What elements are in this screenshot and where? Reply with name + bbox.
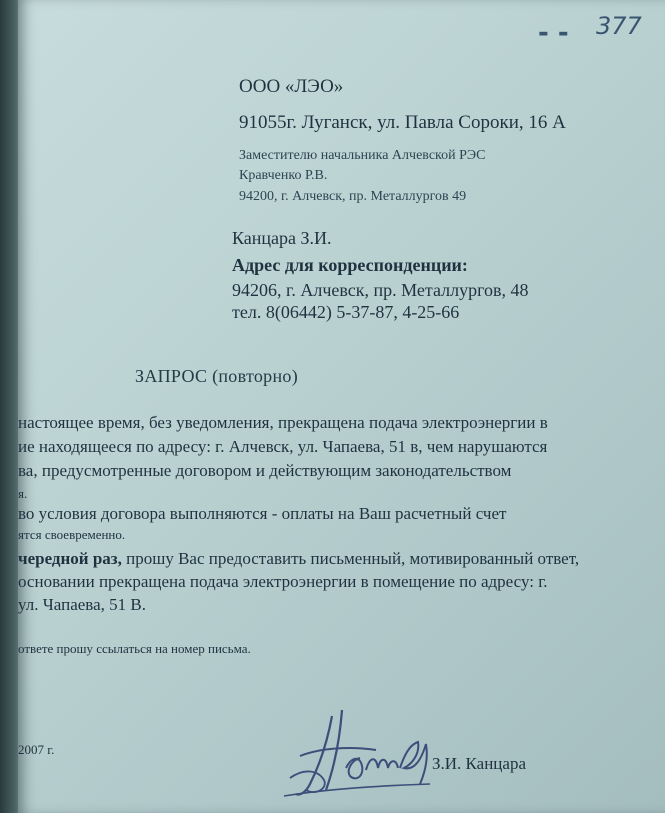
sender-name: Канцара З.И.: [232, 228, 332, 248]
body-line-1: настоящее время, без уведомления, прекращена подача электроэнергии в: [18, 413, 548, 432]
correspondence-label: Адрес для корреспонденции:: [232, 255, 468, 275]
body-line-8: основании прекращена подача электроэнергии в помещение по адресу: г.: [18, 572, 548, 591]
body-line-9: ул. Чапаева, 51 В.: [18, 595, 146, 614]
handwritten-signature: [280, 698, 440, 802]
signatory-name: З.И. Канцара: [432, 754, 526, 773]
body-line-2: ие находящееся по адресу: г. Алчевск, ул. Чапаева, 51 в, чем нарушаются: [18, 437, 548, 456]
document-title: ЗАПРОС (повторно): [135, 366, 299, 386]
body-line-7: [18, 549, 579, 569]
body-line-3: ва, предусмотренные договором и действующим законодательством: [18, 461, 512, 480]
recipient-line-3: 94200, г. Алчевск, пр. Металлургов 49: [239, 189, 467, 204]
footer-note: ответе прошу ссылаться на номер письма.: [18, 641, 251, 656]
recipient-line-2: Кравченко Р.В.: [239, 168, 328, 183]
sender-phone: тел. 8(06442) 5-37-87, 4-25-66: [232, 302, 460, 322]
document-date: 2007 г.: [18, 742, 55, 757]
company-name: ООО «ЛЭО»: [239, 76, 344, 97]
body-line-7-rest: прошу Вас предоставить письменный, мотивированный ответ,: [121, 549, 580, 568]
sender-address: 94206, г. Алчевск, пр. Металлургов, 48: [232, 280, 529, 300]
bold-phrase: чередной раз,: [18, 549, 122, 568]
company-address: 91055г. Луганск, ул. Павла Сороки, 16 А: [239, 112, 566, 133]
document-page: [18, 0, 665, 813]
body-line-6: ятся своевременно.: [18, 527, 126, 542]
body-line-5: во условия договора выполняются - оплаты на Ваш расчетный счет: [18, 504, 507, 523]
handwritten-dash: - -: [538, 18, 569, 48]
recipient-line-1: Заместителю начальника Алчевской РЭС: [239, 148, 486, 163]
body-line-4: я.: [18, 486, 28, 501]
handwritten-page-number: 377: [596, 12, 642, 40]
